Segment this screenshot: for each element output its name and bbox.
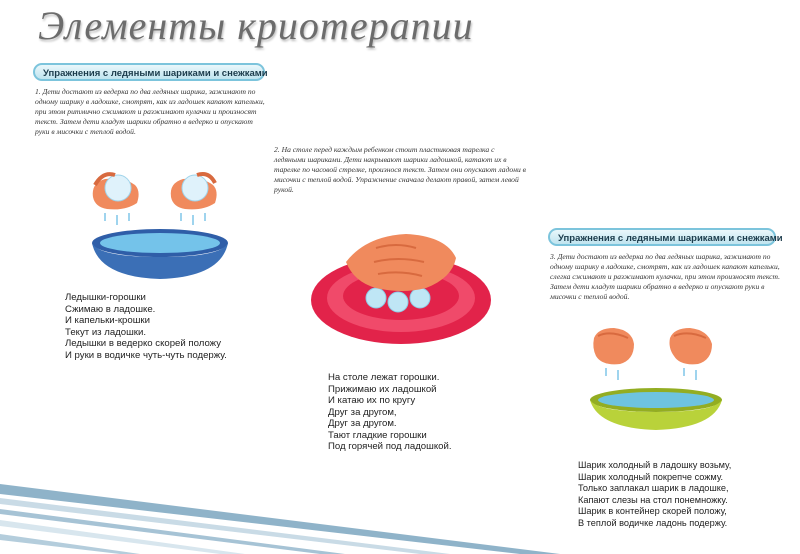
poem-line: Шарик холодный в ладошку возьму, (578, 460, 732, 470)
poem-line: И капельки-крошки (65, 315, 150, 326)
poem (65, 292, 227, 361)
poem-line: Сжимаю в ладошке. (65, 303, 156, 315)
hands-over-green-bowl-illustration (584, 324, 734, 439)
instruction-text: 2. На столе перед каждым ребенком стоит пластиковая тарелка с ледяными шариками. Дети накрывают шарики ладошкой, катают их в тарелке по часовой стрелке, произнося текст. Затем они опускают ладони в мисочки с теплой водой. Упражнение сначала делают правой, затем левой рукой. (274, 145, 526, 194)
poem (578, 460, 731, 530)
poem (328, 372, 452, 453)
poem-line: Ледышки в ведерко скорей положу (65, 338, 221, 349)
slide-title: Элементы криотерапии (38, 3, 474, 48)
poem-line: Тают гладкие горошки (328, 429, 427, 441)
poem-line: Ледышки-горошки (65, 292, 146, 303)
instruction-text: 3. Дети достают из ведерка по два ледяных шарика, зажимают по одному шарику в ладошке, смотрят, как из ладошек капают капельки, слегка сжимают и разжимают кулачки, при этом произносят текст. Затем дети кладут шарики обратно в ведерко и опускают руки в мисочки с теплой водой. (550, 252, 780, 301)
decorative-stripes (0, 454, 560, 554)
poem-line: Шарик холодный покрепче сожму. (578, 471, 724, 482)
card-exercise-2 (270, 140, 532, 470)
hands-with-ice-bowl-illustration (85, 155, 235, 285)
card-exercise-3 (542, 222, 787, 532)
card-header: Упражнения с ледяными шариками и снежками (548, 228, 776, 246)
hand-on-ice-plate-illustration (306, 218, 496, 348)
poem-line: Шарик в контейнер скорей положу, (578, 506, 727, 517)
card-header: Упражнения с ледяными шариками и снежками (33, 63, 265, 81)
card-exercise-1 (30, 55, 280, 380)
poem-line: И руки в водичке чуть-чуть подержу. (65, 349, 227, 361)
poem-line: Друг за другом, (328, 406, 397, 418)
poem-line: Прижимаю их ладошкой (328, 383, 437, 395)
poem-line: Только заплакал шарик в ладошке, (578, 483, 729, 494)
poem-line: На столе лежат горошки. (328, 372, 440, 383)
poem-line: Под горячей под ладошкой. (328, 441, 452, 452)
instruction-text: 1. Дети достают из ведерка по два ледяных шарика, зажимают по одному шарику в ладошке, смотрят, как из ладошек капают капельки, при этом ритмично сжимают и разжимают кулачки и произносят текст. Затем дети кладут шарики обратно в ведерко и опускают руки в мисочки с теплой водой. (35, 87, 265, 136)
poem-line: Капают слезы на стол понемножку. (578, 494, 728, 505)
poem-line: И катаю их по кругу (328, 395, 416, 406)
poem-line: Друг за другом. (328, 418, 397, 429)
poem-line: В теплой водичке ладонь подержу. (578, 517, 728, 528)
poem-line: Текут из ладошки. (65, 326, 147, 338)
